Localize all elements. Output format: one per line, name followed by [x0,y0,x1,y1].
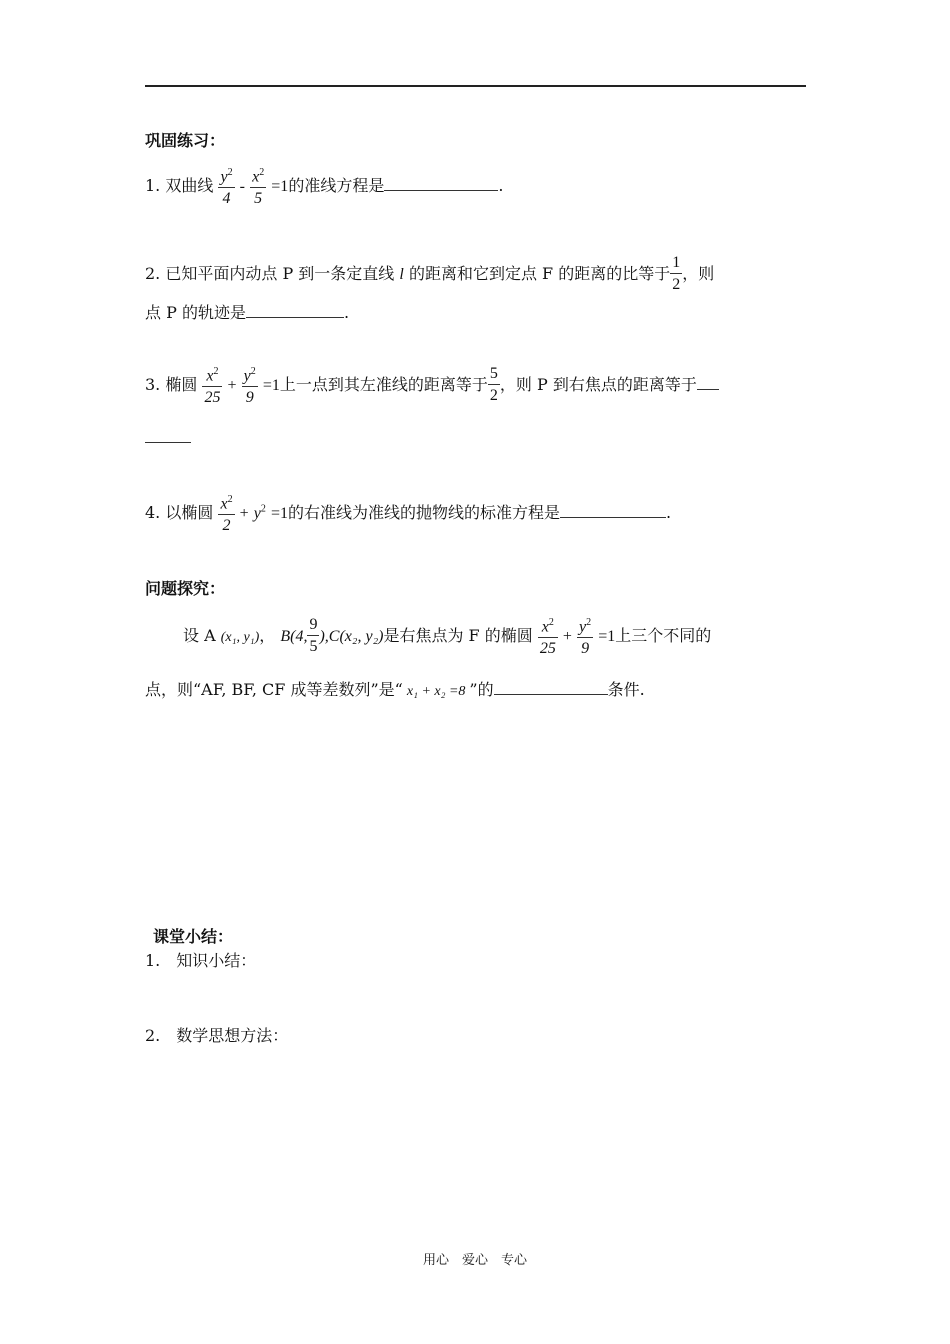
q3-suffix: ，则 P 到右焦点的距离等于 [499,375,697,395]
q2-line2-text: 点 P 的轨迹是 [145,303,246,322]
summary-item-2: 2. 数学思想方法： [145,1026,289,1045]
exploration-line-1 [183,613,711,660]
q2-mid: 的距离和它到定点 F 的距离的比等于 [408,264,671,283]
question-2-line2 [145,301,349,324]
exp-prefix: 设 A [183,626,216,646]
exp-line1-end: 上三个不同的 [615,626,712,646]
q3-answer-blank[interactable] [697,373,719,390]
summary-item-1: 1. 知识小结： [145,951,257,970]
q3-answer-blank-cont[interactable] [145,442,191,443]
exp-point-c: ),C(x₂, y₂) [319,628,384,646]
exp-point-a: (x₁, y₁) [220,630,260,646]
question-2 [145,253,714,296]
q3-fraction-x: $\frac{x^2}{25}$ [202,362,222,409]
q4-prefix: 4. 以椭圆 [145,503,214,523]
q1-fraction-y: $\frac{y^2}{4}$ [218,163,234,210]
q2-prefix: 2. 已知平面内动点 P 到一条定直线 [145,264,395,283]
q3-plus: + [227,377,237,395]
question-1 [145,163,503,210]
exp-mid: 是右焦点为 F 的椭圆 [383,626,533,646]
q3-fraction-y: $\frac{y^2}{9}$ [242,362,258,409]
section-title-summary: 课堂小结： [153,927,234,946]
q3-mid: 上一点到其左准线的距离等于 [279,375,488,395]
q1-prefix: 1. 双曲线 [145,176,214,196]
section-title-practice: 巩固练习： [145,131,226,150]
question-3 [145,362,719,409]
exp-point-b: B(4, [280,628,308,646]
exp-line2-end: 条件. [607,680,645,699]
q4-suffix: 的右准线为准线的抛物线的标准方程是 [288,503,561,523]
exp-fraction-x: $\frac{x^2}{25}$ [538,613,558,660]
q4-equals: =1 [270,505,289,523]
q3-prefix: 3. 椭圆 [145,375,198,395]
exp-comma: ， [259,626,276,646]
page-footer: 用心 爱心 专心 [423,1253,528,1268]
q1-fraction-x: $\frac{x^2}{5}$ [250,163,266,210]
exp-fraction-b: $\frac{9}{5}$ [309,616,318,656]
q4-plus: + [239,505,249,523]
q4-fraction-x: $\frac{x^2}{2}$ [218,490,234,537]
exp-answer-blank[interactable] [494,678,608,695]
q1-period: . [498,176,504,196]
q1-suffix: 的准线方程是 [288,176,385,196]
exploration-line-2 [145,678,645,703]
q3-equals: =1 [262,377,280,395]
exp-plus: + [562,628,572,646]
q1-answer-blank[interactable] [384,174,498,191]
exp-fraction-y: $\frac{y^2}{9}$ [577,613,593,660]
exp-condition: x₁ + x₂ =8 [406,684,466,699]
q2-answer-blank[interactable] [246,301,344,318]
q2-fraction: $\frac{1}{2}$ [672,254,681,293]
q2-period: . [343,303,350,322]
q2-line-l: l [399,266,404,283]
q3-fraction: $\frac{5}{2}$ [489,365,498,405]
section-title-exploration: 问题探究： [145,579,226,598]
header-rule [145,85,806,87]
q4-answer-blank[interactable] [560,501,666,518]
q1-equals: =1 [271,178,289,196]
exp-equals: =1 [598,628,616,646]
q1-minus: - [239,178,245,196]
q4-y-term: $y^2$ [253,503,266,523]
question-4 [145,490,671,537]
q4-period: . [666,503,672,523]
exp-line2-mid: ”的 [469,680,494,699]
q2-end: ，则 [682,264,715,283]
exp-line2-prefix: 点，则“AF, BF, CF 成等差数列”是“ [145,680,403,699]
